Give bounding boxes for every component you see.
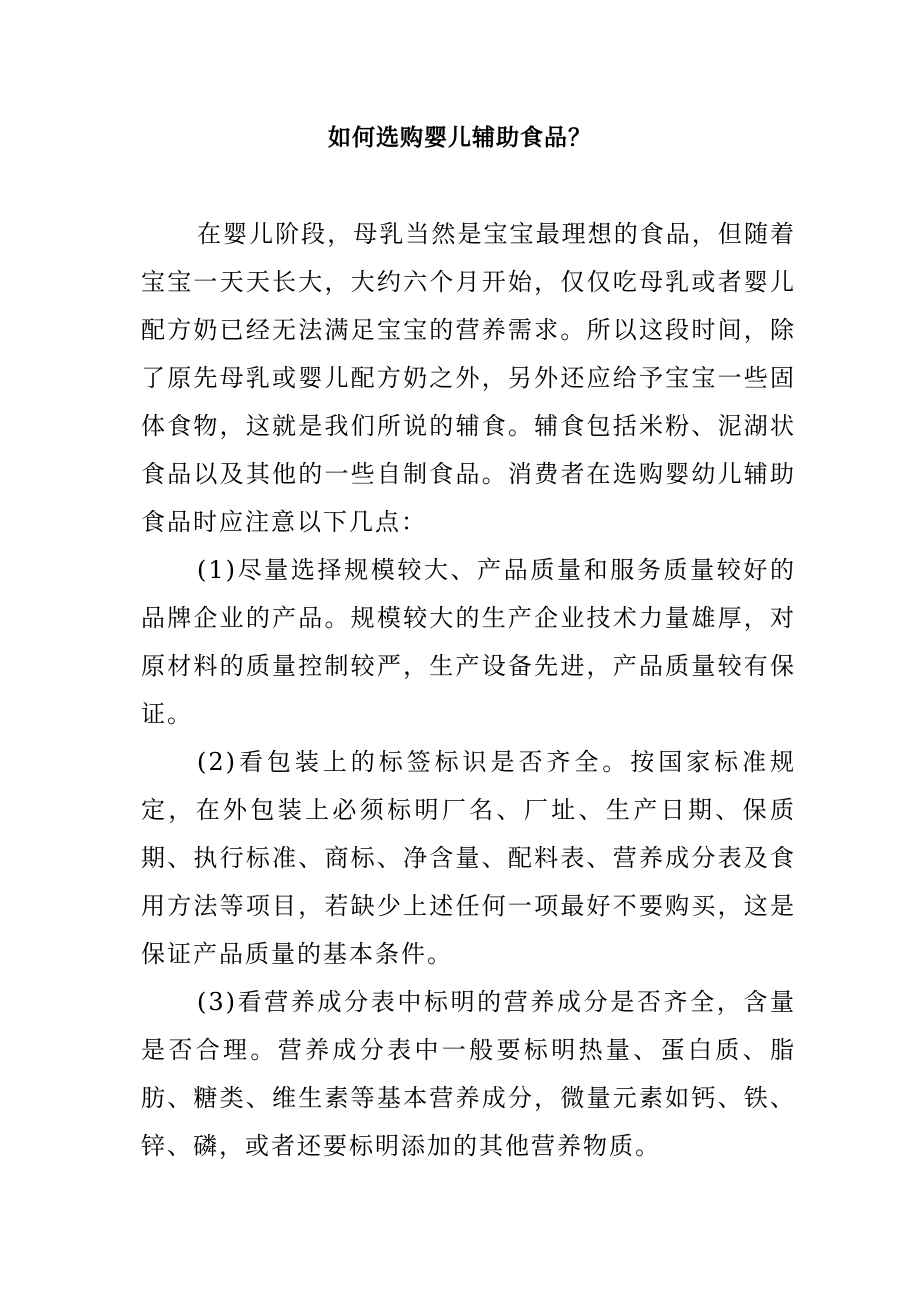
document-body: [141, 210, 796, 1170]
point-1-paragraph: (1)尽量选择规模较大、产品质量和服务质量较好的品牌企业的产品。规模较大的生产企业技术力量雄厚，对原材料的质量控制较严，生产设备先进，产品质量较有保证。: [141, 556, 796, 728]
document-title: 如何选购婴儿辅助食品？: [328, 124, 592, 151]
point-3-paragraph: (3)看营养成分表中标明的营养成分是否齐全，含量是否合理。营养成分表中一般要标明热量、蛋白质、脂肪、糖类、维生素等基本营养成分，微量元素如钙、铁、锌、磷，或者还要标明添加的其他营养物质。: [141, 988, 796, 1160]
point-2-paragraph: (2)看包装上的标签标识是否齐全。按国家标准规定，在外包装上必须标明厂名、厂址、生产日期、保质期、执行标准、商标、净含量、配料表、营养成分表及食用方法等项目，若缺少上述任何一项最好不要购买，这是保证产品质量的基本条件。: [141, 748, 796, 968]
intro-paragraph: 在婴儿阶段，母乳当然是宝宝最理想的食品，但随着宝宝一天天长大，大约六个月开始，仅仅吃母乳或者婴儿配方奶已经无法满足宝宝的营养需求。所以这段时间，除了原先母乳或婴儿配方奶之外，另外还应给予宝宝一些固体食物，这就是我们所说的辅食。辅食包括米粉、泥湖状食品以及其他的一些自制食品。消费者在选购婴幼儿辅助食品时应注意以下几点：: [141, 220, 796, 536]
